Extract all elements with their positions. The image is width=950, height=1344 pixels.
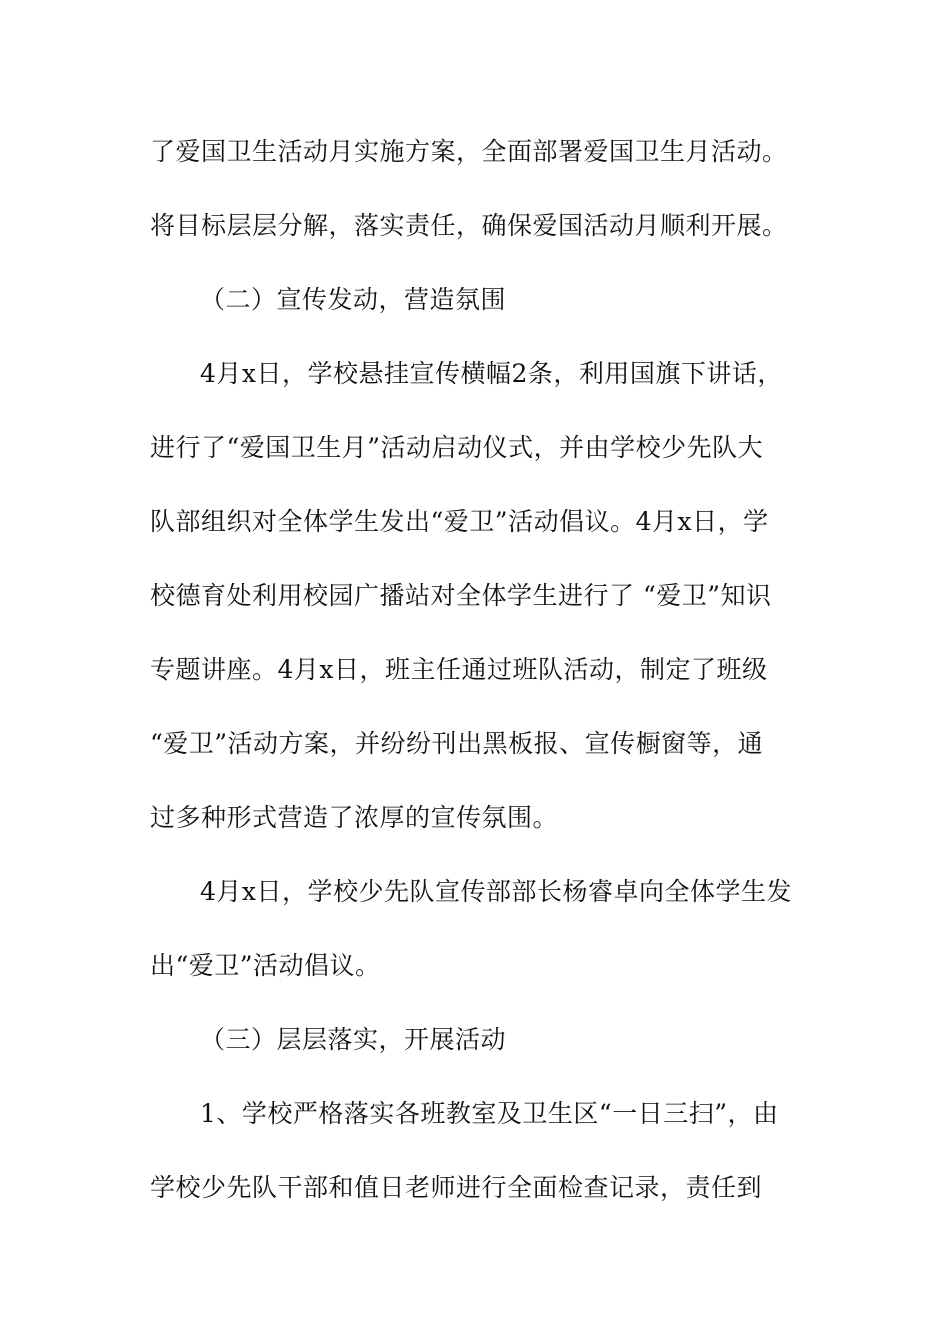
section-heading: （三）层层落实，开展活动 bbox=[200, 1025, 507, 1054]
paragraph-line: 学校少先队干部和值日老师进行全面检查记录，责任到 bbox=[150, 1173, 763, 1202]
paragraph-line: 了爱国卫生活动月实施方案，全面部署爱国卫生月活动。 bbox=[150, 137, 788, 166]
paragraph-line: 队部组织对全体学生发出“爱卫”活动倡议。4月x日，学 bbox=[150, 507, 769, 536]
paragraph-line: 过多种形式营造了浓厚的宣传氛围。 bbox=[150, 803, 559, 832]
paragraph-line: 4月x日，学校悬挂宣传横幅2条，利用国旗下讲话， bbox=[200, 359, 783, 388]
section-heading: （二）宣传发动，营造氛围 bbox=[200, 285, 507, 314]
paragraph-line: 将目标层层分解，落实责任，确保爱国活动月顺利开展。 bbox=[150, 211, 788, 240]
paragraph-line: “爱卫”活动方案，并纷纷刊出黑板报、宣传橱窗等，通 bbox=[150, 729, 764, 758]
paragraph-line: 进行了“爱国卫生月”活动启动仪式，并由学校少先队大 bbox=[150, 433, 764, 462]
paragraph-line: 专题讲座。4月x日，班主任通过班队活动，制定了班级 bbox=[150, 655, 768, 684]
paragraph-line: 4月x日，学校少先队宣传部部长杨睿卓向全体学生发 bbox=[200, 877, 793, 906]
paragraph-line: 出“爱卫”活动倡议。 bbox=[150, 951, 381, 980]
paragraph-line: 校德育处利用校园广播站对全体学生进行了 “爱卫”知识 bbox=[150, 581, 772, 610]
paragraph-line: 1、学校严格落实各班教室及卫生区“一日三扫”，由 bbox=[200, 1099, 779, 1128]
